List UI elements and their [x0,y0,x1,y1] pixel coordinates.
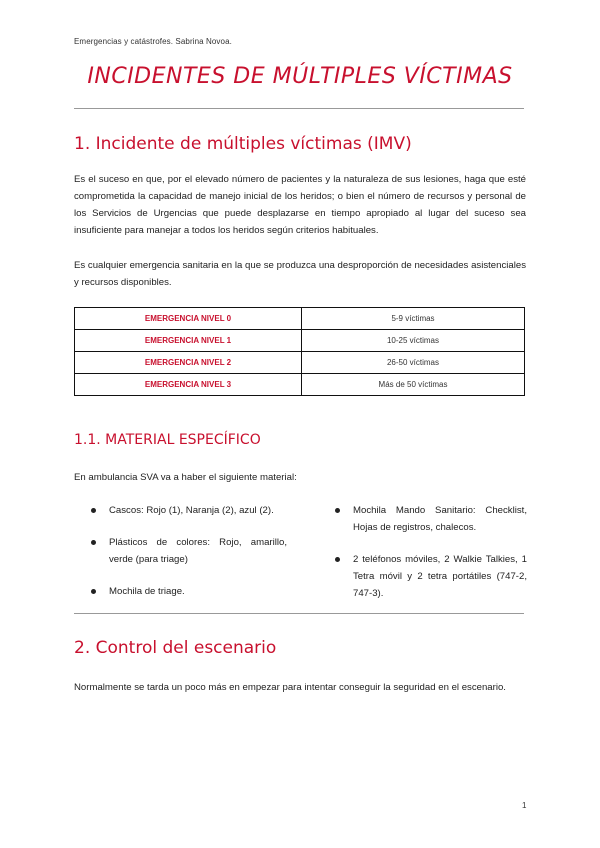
material-list-right [335,502,527,617]
level-cell: EMERGENCIA NIVEL 2 [75,352,302,374]
list-item: Cascos: Rojo (1), Naranja (2), azul (2). [91,502,287,519]
list-item: Mochila Mando Sanitario: Checklist, Hojas de registros, chalecos. [335,502,527,536]
document-title: INCIDENTES DE MÚLTIPLES VÍCTIMAS [81,62,518,91]
level-cell: EMERGENCIA NIVEL 0 [75,308,302,330]
table-row [75,352,525,374]
level-cell: EMERGENCIA NIVEL 3 [75,374,302,396]
material-list-left [91,502,287,615]
victims-cell: 5-9 víctimas [302,308,525,330]
running-header: Emergencias y catástrofes. Sabrina Novoa. [74,37,232,46]
title-container [0,62,600,91]
table-row [75,330,525,352]
section-2-paragraph: Normalmente se tarda un poco más en empezar para intentar conseguir la seguridad en el escenario. [74,682,506,693]
list-item: 2 teléfonos móviles, 2 Walkie Talkies, 1 Tetra móvil y 2 tetra portátiles (747-2, 747-3). [335,551,527,602]
list-item: Plásticos de colores: Rojo, amarillo, verde (para triage) [91,534,287,568]
table-row [75,308,525,330]
divider [74,108,524,109]
section-1-heading: 1. Incidente de múltiples víctimas (IMV) [74,134,412,154]
section-2-heading: 2. Control del escenario [74,638,277,658]
victims-cell: Más de 50 víctimas [302,374,525,396]
section-1-paragraph-1: Es el suceso en que, por el elevado número de pacientes y la naturaleza de sus lesiones, haga que esté comprometida la capacidad de manejo inicial de los heridos; o bien el número de recursos y personal de los Servicios de Urgencias que puede desplazarse en tiempo apropiado al lugar del suceso sea insuficiente para manejar a todos los heridos según criterios habituales. [74,174,526,236]
victims-cell: 26-50 víctimas [302,352,525,374]
material-intro: En ambulancia SVA va a haber el siguiente material: [74,472,297,483]
victims-cell: 10-25 víctimas [302,330,525,352]
page-number: 1 [522,801,527,810]
section-1-1-heading-text: 1.1. MATERIAL ESPECÍFICO [74,432,261,448]
level-cell: EMERGENCIA NIVEL 1 [75,330,302,352]
section-1-1-heading [74,432,261,448]
list-item: Mochila de triage. [91,583,287,600]
table-row [75,374,525,396]
divider [74,613,524,614]
section-1-paragraph-2: Es cualquier emergencia sanitaria en la que se produzca una desproporción de necesidades asistenciales y recursos disponibles. [74,260,526,288]
emergency-levels-table [74,307,525,396]
